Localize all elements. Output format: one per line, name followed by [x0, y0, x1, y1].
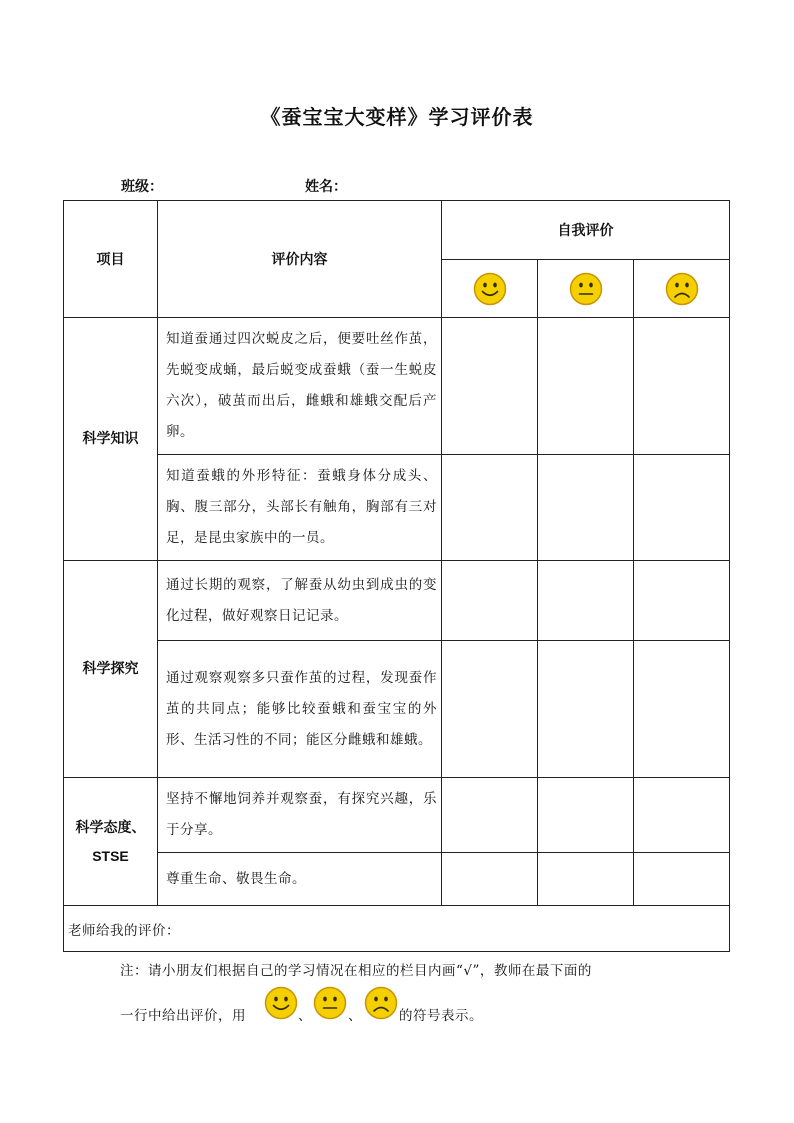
table-row	[64, 561, 730, 641]
evaluation-content: 知道蚕通过四次蜕皮之后，便要吐丝作茧，先蜕变成蛹，最后蜕变成蚕蛾（蚕一生蜕皮六次），破茧而出后，雌蛾和雄蛾交配后产卵。	[158, 318, 442, 455]
rating-cell[interactable]	[538, 778, 634, 853]
note-line-2-end: 的符号表示。	[399, 1008, 483, 1024]
teacher-evaluation-field[interactable]	[64, 906, 730, 952]
rating-cell[interactable]	[634, 561, 730, 641]
page-title: 《蚕宝宝大变样》学习评价表	[260, 105, 534, 129]
table-row	[64, 853, 730, 906]
evaluation-table	[63, 200, 730, 952]
sad-face-icon	[665, 272, 699, 306]
rating-cell[interactable]	[634, 778, 730, 853]
class-label: 班级：	[121, 179, 163, 195]
neutral-face-icon	[569, 272, 603, 306]
header-item: 项目	[64, 201, 158, 318]
table-row	[64, 641, 730, 778]
category-science-knowledge: 科学知识	[64, 318, 158, 561]
rating-cell[interactable]	[634, 318, 730, 455]
note-separator: 、	[298, 1008, 312, 1024]
rating-cell[interactable]	[442, 318, 538, 455]
evaluation-content: 坚持不懈地饲养并观察蚕，有探究兴趣，乐于分享。	[158, 778, 442, 853]
rating-cell[interactable]	[442, 561, 538, 641]
face-header-happy	[442, 260, 538, 318]
table-row	[64, 318, 730, 455]
teacher-evaluation-label: 老师给我的评价：	[68, 922, 180, 939]
evaluation-content: 知道蚕蛾的外形特征：蚕蛾身体分成头、胸、腹三部分，头部长有触角，胸部有三对足，是昆虫家族中的一员。	[158, 455, 442, 561]
rating-cell[interactable]	[442, 853, 538, 906]
rating-cell[interactable]	[538, 853, 634, 906]
face-header-neutral	[538, 260, 634, 318]
neutral-face-icon	[313, 986, 347, 1020]
note-separator: 、	[348, 1008, 362, 1024]
note-line-2-start: 一行中给出评价，用	[120, 1008, 246, 1024]
evaluation-content: 通过长期的观察，了解蚕从幼虫到成虫的变化过程，做好观察日记记录。	[158, 561, 442, 641]
rating-cell[interactable]	[634, 641, 730, 778]
header-content: 评价内容	[158, 201, 442, 318]
rating-cell[interactable]	[634, 455, 730, 561]
rating-cell[interactable]	[538, 318, 634, 455]
teacher-evaluation-row	[64, 906, 730, 952]
evaluation-content: 通过观察观察多只蚕作茧的过程，发现蚕作茧的共同点；能够比较蚕蛾和蚕宝宝的外形、生活习性的不同；能区分雌蛾和雄蛾。	[158, 641, 442, 778]
rating-cell[interactable]	[538, 641, 634, 778]
header-self-evaluation: 自我评价	[442, 201, 730, 260]
name-label: 姓名：	[305, 179, 347, 195]
smiley-face-icon	[264, 986, 298, 1020]
rating-cell[interactable]	[538, 455, 634, 561]
category-science-inquiry: 科学探究	[64, 561, 158, 778]
rating-cell[interactable]	[442, 778, 538, 853]
note-line-1: 注：请小朋友们根据自己的学习情况在相应的栏目内画“√”，教师在最下面的	[120, 963, 592, 979]
evaluation-content: 尊重生命、敬畏生命。	[158, 853, 442, 906]
rating-cell[interactable]	[442, 641, 538, 778]
category-science-attitude: 科学态度、 STSE	[64, 778, 158, 906]
sad-face-icon	[364, 986, 398, 1020]
rating-cell[interactable]	[538, 561, 634, 641]
smiley-face-icon	[473, 272, 507, 306]
table-row	[64, 778, 730, 853]
rating-cell[interactable]	[634, 853, 730, 906]
table-row	[64, 455, 730, 561]
rating-cell[interactable]	[442, 455, 538, 561]
face-header-sad	[634, 260, 730, 318]
